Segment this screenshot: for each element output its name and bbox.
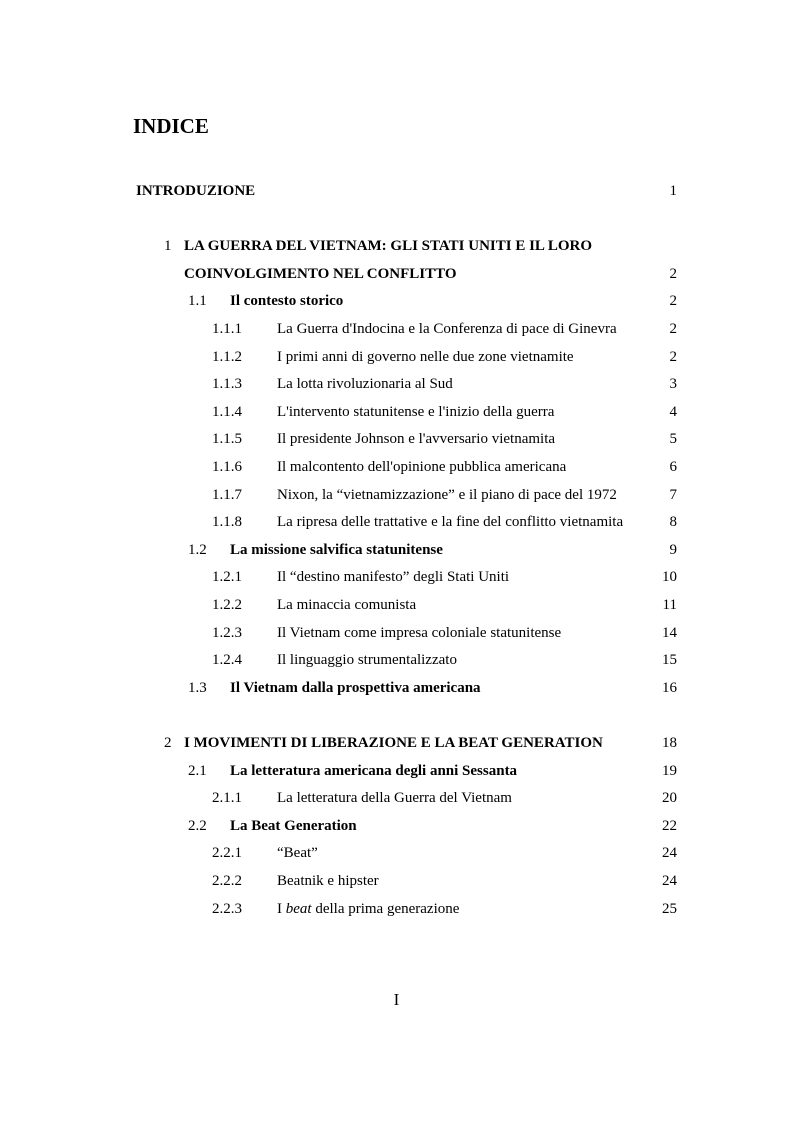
subsection-title: I primi anni di governo nelle due zone vietnamite [277,349,574,365]
toc-entry-page: 10 [662,569,677,585]
subsection-title-emphasis: beat [285,901,312,917]
section-number: 1.2 [188,542,207,558]
subsection-number: 2.1.1 [212,790,242,806]
subsection-number: 1.1.2 [212,349,242,365]
toc-entry-page: 6 [669,459,677,475]
section-number: 1.1 [188,293,207,309]
subsection-number: 1.1.8 [212,514,242,530]
toc-entry-page: 2 [669,349,677,365]
toc-entry-page: 2 [669,266,677,282]
subsection-title: Nixon, la “vietnamizzazione” e il piano di pace del 1972 [277,487,617,503]
section-number: 2.2 [188,818,207,834]
section-title: La Beat Generation [230,818,357,834]
subsection-title: L'intervento statunitense e l'inizio della guerra [277,404,555,420]
toc-entry-page: 18 [662,735,677,751]
toc-subsection[interactable] [0,899,793,919]
subsection-title: La Guerra d'Indocina e la Conferenza di pace di Ginevra [277,321,617,337]
subsection-title: La ripresa delle trattative e la fine del conflitto vietnamita [277,514,624,530]
toc-subsection[interactable] [0,871,793,891]
toc-subsection[interactable] [0,567,793,587]
subsection-number: 1.1.3 [212,376,242,392]
subsection-title: La lotta rivoluzionaria al Sud [277,376,453,392]
toc-entry-page: 20 [662,790,677,806]
toc-subsection[interactable] [0,457,793,477]
toc-subsection[interactable] [0,374,793,394]
subsection-number: 1.1.6 [212,459,242,475]
toc-entry-page: 19 [662,763,677,779]
toc-entry-page: 14 [662,625,677,641]
chapter-number: 2 [164,735,172,751]
toc-section-1-3[interactable] [0,678,793,698]
toc-entry-page: 15 [662,652,677,668]
subsection-title [277,899,459,919]
toc-subsection[interactable] [0,485,793,505]
section-number: 1.3 [188,680,207,696]
subsection-title: Il presidente Johnson e l'avversario vietnamita [277,431,556,447]
toc-section-2-1[interactable] [0,761,793,781]
toc-entry-page: 25 [662,901,677,917]
toc-subsection[interactable] [0,429,793,449]
subsection-number: 2.2.1 [212,845,242,861]
subsection-number: 1.1.1 [212,321,242,337]
toc-subsection[interactable] [0,788,793,808]
toc-entry-page: 7 [669,487,677,503]
toc-subsection[interactable] [0,843,793,863]
subsection-title: La letteratura della Guerra del Vietnam [277,790,512,806]
toc-entry-page: 2 [669,321,677,337]
toc-subsection[interactable] [0,512,793,532]
subsection-title: Beatnik e hipster [277,873,379,889]
toc-subsection[interactable] [0,623,793,643]
subsection-number: 1.1.7 [212,487,242,503]
toc-section-1-2[interactable] [0,540,793,560]
toc-section-1-1[interactable] [0,291,793,311]
toc-entry-introduction[interactable] [0,181,793,201]
toc-entry-page: 8 [669,514,677,530]
subsection-number: 1.1.4 [212,404,242,420]
toc-entry-page: 16 [662,680,677,696]
section-title: La missione salvifica statunitense [230,542,443,558]
toc-subsection[interactable] [0,319,793,339]
section-title: Il contesto storico [230,293,344,309]
subsection-number: 1.1.5 [212,431,242,447]
subsection-number: 1.2.2 [212,597,242,613]
subsection-title: La minaccia comunista [277,597,417,613]
toc-entry-page: 24 [662,845,677,861]
toc-subsection[interactable] [0,402,793,422]
toc-chapter-1[interactable] [0,236,793,256]
chapter-title-line1: LA GUERRA DEL VIETNAM: GLI STATI UNITI E IL LORO [184,238,593,254]
subsection-title: Il malcontento dell'opinione pubblica americana [277,459,567,475]
subsection-number: 1.2.3 [212,625,242,641]
subsection-number: 2.2.2 [212,873,242,889]
toc-entry-page: 2 [669,293,677,309]
subsection-title-pre: I [277,901,286,917]
toc-chapter-2[interactable] [0,733,793,753]
subsection-number: 1.2.4 [212,652,242,668]
toc-subsection[interactable] [0,347,793,367]
toc-subsection[interactable] [0,595,793,615]
toc-entry-page: 5 [669,431,677,447]
subsection-title: Il Vietnam come impresa coloniale statunitense [277,625,562,641]
toc-subsection[interactable] [0,650,793,670]
toc-entry-page: 24 [662,873,677,889]
page-number-footer: I [393,990,400,1009]
chapter-title: I MOVIMENTI DI LIBERAZIONE E LA BEAT GENERATION [184,735,603,751]
section-title: La letteratura americana degli anni Sessanta [230,763,518,779]
subsection-number: 1.2.1 [212,569,242,585]
section-number: 2.1 [188,763,207,779]
toc-entry-title: INTRODUZIONE [136,183,256,199]
page-title: INDICE [133,114,209,138]
toc-entry-page: 9 [669,542,677,558]
subsection-number: 2.2.3 [212,901,242,917]
subsection-title: Il “destino manifesto” degli Stati Uniti [277,569,510,585]
toc-entry-page: 11 [662,597,677,613]
toc-entry-page: 4 [669,404,677,420]
subsection-title: Il linguaggio strumentalizzato [277,652,457,668]
subsection-title: “Beat” [277,845,318,861]
toc-chapter-1-cont[interactable] [0,264,793,284]
toc-entry-page: 22 [662,818,677,834]
subsection-title-post: della prima generazione [311,901,460,917]
toc-entry-page: 1 [669,183,677,199]
chapter-number: 1 [164,238,172,254]
section-title: Il Vietnam dalla prospettiva americana [230,680,481,696]
toc-section-2-2[interactable] [0,816,793,836]
toc-entry-page: 3 [669,376,677,392]
chapter-title-line2: COINVOLGIMENTO NEL CONFLITTO [184,266,457,282]
